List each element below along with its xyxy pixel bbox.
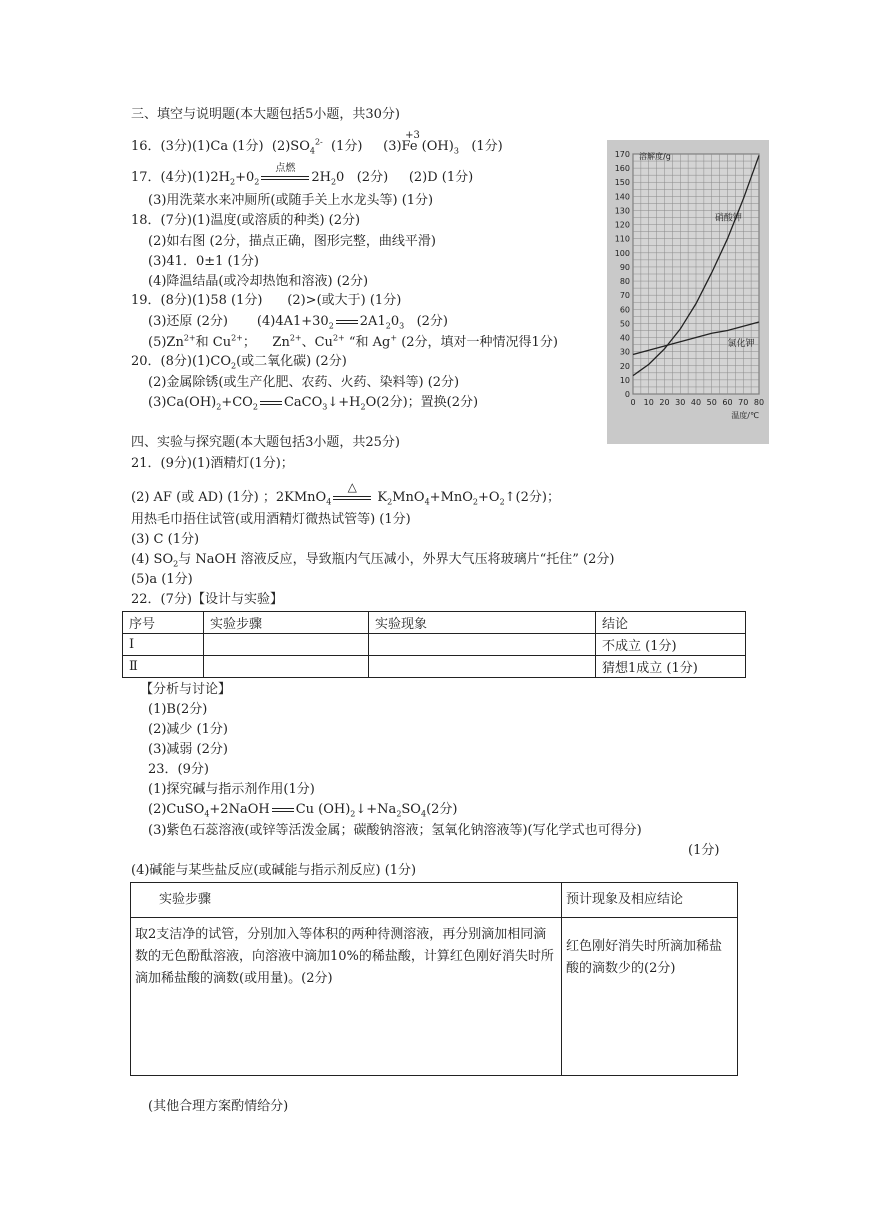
q17-line2: (3)用洗菜水来冲厕所(或随手关上水龙头等) (1分) [148, 193, 434, 208]
table-header-row [131, 883, 738, 918]
table-cell [204, 634, 369, 656]
x-axis-label: 温度/℃ [731, 411, 759, 420]
table-header-cell: 序号 [123, 612, 204, 634]
y-tick-label: 0 [624, 390, 630, 399]
q23-line3: (3)紫色石蕊溶液(或锌等活泼金属；碳酸钠溶液；氢氧化钠溶液等)(写化学式也可得分) [148, 823, 642, 838]
y-tick-label: 170 [614, 150, 630, 159]
q22-table [122, 611, 746, 678]
x-tick-label: 10 [643, 398, 654, 407]
q19-line3: $(5)Zn^{2+}$和 $Cu^{2+}$； $Zn^{2+}$、$Cu^{2+}$ “和 Ag+ (2分，填对一种情况得1分) [148, 333, 558, 350]
q18-line1: 18．(7分)(1)温度(或溶质的种类) (2分) [131, 213, 361, 228]
q22-analysis-3: (3)减弱 (2分) [148, 742, 228, 757]
q20-line2: (2)金属除锈(或生产化肥、农药、火药、染料等) (2分) [148, 375, 460, 390]
q18-line4: (4)降温结晶(或冷却热饱和溶液) (2分) [148, 274, 369, 289]
y-tick-label: 40 [619, 333, 630, 343]
y-tick-label: 80 [619, 277, 630, 287]
q20-line1: 20．(8分)$(1)CO_2$(或二氧化碳) (2分) [131, 354, 347, 371]
q16-answer [131, 130, 503, 156]
table-cell: 红色刚好消失时所滴加稀盐酸的滴数少的(2分) [562, 918, 738, 1076]
q22-title: 22．(7分)【设计与实验】 [131, 592, 283, 607]
q22-analysis-2: (2)减少 (1分) [148, 722, 228, 737]
q23-number: 23．(9分) [148, 762, 209, 777]
y-tick-label: 100 [614, 248, 630, 258]
table-cell: 不成立 (1分) [596, 634, 746, 656]
q22-analysis-1: (1)B(2分) [148, 702, 208, 717]
section-3-heading: 三、填空与说明题(本大题包括5小题，共30分) [131, 107, 400, 122]
series-label: 氯化钾 [727, 339, 755, 349]
q21-line6: (5)a (1分) [131, 572, 193, 587]
q19-line1: 19．(8分)(1)58 (1分) (2)>(或大于) (1分) [131, 293, 402, 308]
y-tick-label: 150 [614, 178, 630, 188]
y-tick-label: 20 [619, 361, 630, 371]
q23-line4: (4)碱能与某些盐反应(或碱能与指示剂反应) (1分) [131, 863, 417, 878]
y-tick-label: 160 [614, 164, 630, 174]
x-tick-label: 20 [659, 398, 670, 407]
q16-part3: +3 (3)Fe $(OH)_3$ (1分) [383, 139, 503, 154]
table-cell [204, 656, 369, 678]
ignite-arrow [261, 162, 309, 184]
q16-part1: 16．(3分)(1)Ca (1分) [131, 139, 264, 154]
table-row [123, 656, 746, 678]
table-header-cell: 实验步骤 [204, 612, 369, 634]
x-tick-label: 60 [722, 398, 733, 407]
y-tick-label: 130 [614, 206, 630, 216]
ignite-label: 点燃 [275, 162, 296, 174]
y-tick-label: 60 [619, 305, 630, 315]
x-tick-label: 80 [753, 398, 765, 407]
heat-symbol: △ [347, 479, 357, 494]
q21-line4: (3) C (1分) [131, 532, 200, 547]
table-cell [369, 656, 596, 678]
table-header-cell: 实验步骤 [131, 883, 562, 918]
y-tick-label: 140 [614, 192, 630, 202]
x-tick-label: 40 [690, 398, 702, 407]
table-header-row [123, 612, 746, 634]
table-header-cell: 结论 [596, 612, 746, 634]
heat-arrow [333, 479, 371, 504]
q23-line2: (2)CuSO$_4$+2NaOH Cu $(OH)_2↓+Na_2SO_4(2$分) [148, 802, 458, 819]
x-tick-label: 30 [675, 398, 686, 407]
y-tick-label: 120 [614, 220, 630, 230]
table-cell: 取2支洁净的试管，分别加入等体积的两种待测溶液，再分别滴加相同滴数的无色酚酞溶液，向溶液中滴加10%的稀盐酸，计算红色刚好消失时所滴加稀盐酸的滴数(或用量)。(2分) [131, 918, 562, 1076]
y-tick-label: 110 [614, 234, 630, 244]
y-tick-label: 50 [619, 319, 630, 329]
y-tick-label: 30 [619, 347, 630, 357]
q17-answer: 17．(4分)$(1)2H_2+0_2$ 点燃 $2H_20$ (2分) (2)D (1分) [131, 169, 473, 187]
q16-valence: +3 [405, 130, 420, 141]
solubility-chart [607, 140, 769, 444]
x-tick-label: 0 [630, 398, 636, 407]
q18-line2: (2)如右图 (2分，描点正确，图形完整，曲线平滑) [148, 234, 436, 249]
footer-note: (其他合理方案酌情给分) [148, 1099, 289, 1114]
y-axis-label: 溶解度/g [639, 152, 671, 161]
q21-line2: (2) AF (或 AD) (1分) ；2KMnO$_4$ △ $K_2MnO_4+MnO_2+O_2↑(2$分)； [131, 479, 560, 507]
table-row [131, 918, 738, 1076]
table-header-cell: 实验现象 [369, 612, 596, 634]
y-tick-label: 90 [619, 262, 630, 272]
series-label: 硝酸钾 [714, 213, 742, 224]
q22-analysis-heading: 【分析与讨论】 [140, 682, 232, 697]
q23-line3-score: (1分) [688, 843, 720, 858]
table-cell: Ⅱ [123, 656, 204, 678]
table-cell: Ⅰ [123, 634, 204, 656]
table-header-cell: 预计现象及相应结论 [562, 883, 738, 918]
table-row [123, 634, 746, 656]
q21-line5: (4) $SO_2$与 NaOH 溶液反应，导致瓶内气压减小，外界大气压将玻璃片“托住” (2分) [131, 552, 615, 569]
table-cell [369, 634, 596, 656]
q23-table [130, 882, 738, 1076]
equals-sign [272, 804, 294, 816]
table-cell: 猜想1成立 (1分) [596, 656, 746, 678]
equals-sign [260, 397, 282, 409]
q18-line3: (3)41．0±1 (1分) [148, 254, 259, 269]
section-4-heading: 四、实验与探究题(本大题包括3小题，共25分) [131, 435, 400, 450]
q21-line1: 21．(9分)(1)酒精灯(1分)； [131, 456, 294, 471]
q20-line3: $(3)Ca(OH)_2+CO_2$ $CaCO_3↓+H_2O(2$分)；置换(2分) [148, 395, 479, 412]
x-tick-label: 50 [706, 398, 717, 407]
q16-part2: $(2)SO_4^{2-}$ (1分) [271, 137, 363, 156]
q19-line2: (3)还原 (2分) $(4)4A1+30_2$ $2A1_20_3$ (2分) [148, 314, 449, 331]
equals-sign [336, 316, 358, 328]
q23-line1: (1)探究碱与指示剂作用(1分) [148, 782, 315, 797]
x-tick-label: 70 [738, 398, 749, 407]
y-tick-label: 10 [619, 375, 630, 385]
q21-line3: 用热毛巾捂住试管(或用酒精灯微热试管等) (1分) [131, 512, 411, 527]
y-tick-label: 70 [619, 291, 630, 301]
